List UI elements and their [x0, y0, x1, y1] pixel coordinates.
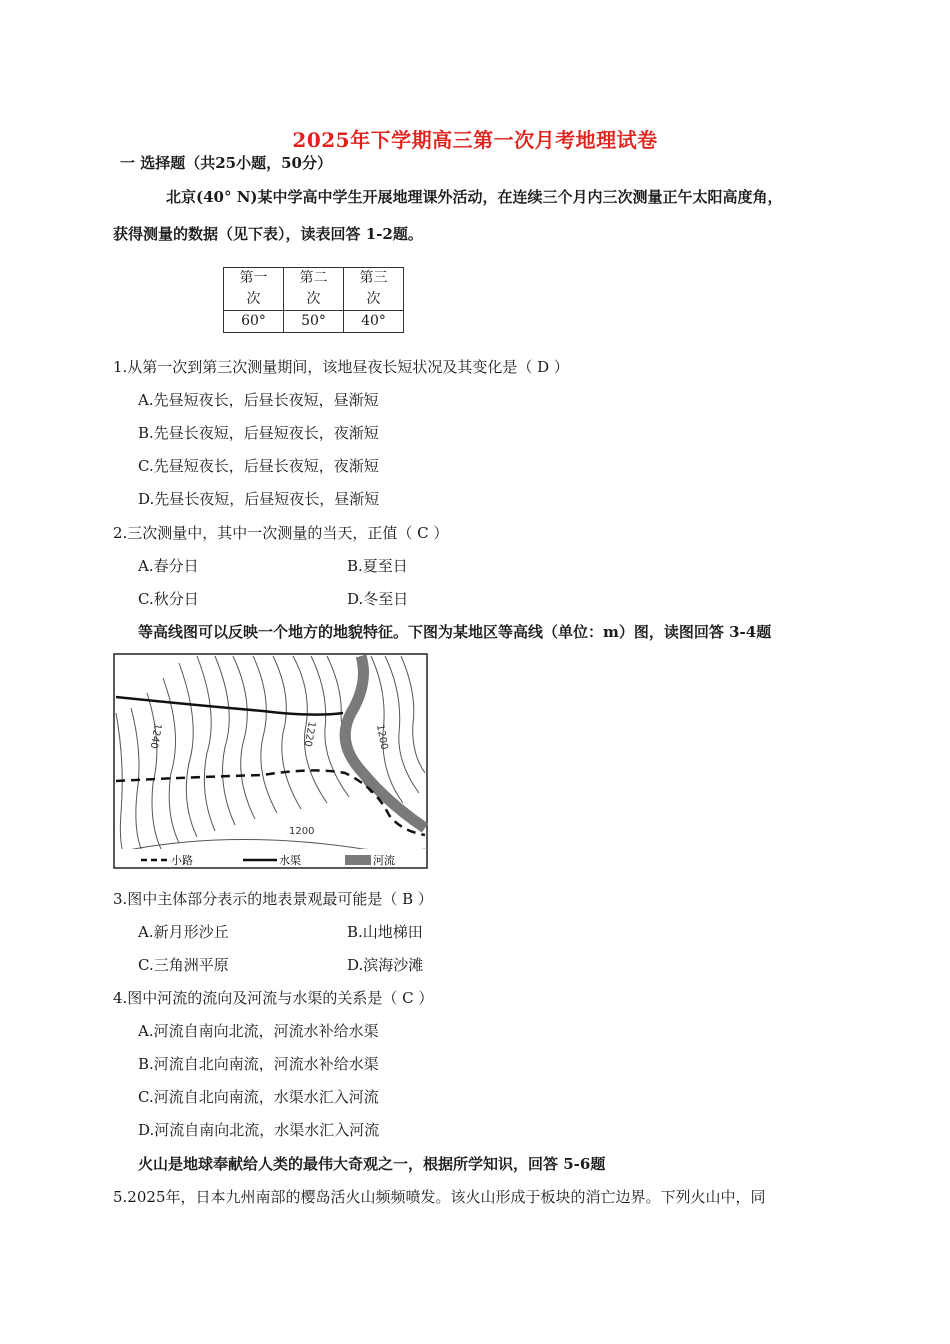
question-1-option-b: B.先昼长夜短，后昼短夜长，夜渐短 — [138, 424, 379, 442]
question-2-option-b: B.夏至日 — [347, 557, 408, 575]
question-1-stem: 1.从第一次到第三次测量期间，该地昼夜长短状况及其变化是（ D ） — [113, 358, 569, 376]
table-header-cell: 第一 次 — [224, 268, 284, 311]
question-3-option-c: C.三角洲平原 — [138, 956, 229, 974]
question-4-option-b: B.河流自北向南流，河流水补给水渠 — [138, 1055, 379, 1073]
question-2-option-d: D.冬至日 — [347, 590, 409, 608]
question-2-option-c: C.秋分日 — [138, 590, 199, 608]
table-header-cell: 第二 次 — [284, 268, 344, 311]
contour-label: 1240 — [147, 722, 163, 750]
contour-label: 1200 — [289, 826, 315, 837]
legend-path-label: 小路 — [171, 854, 193, 867]
question-4-option-d: D.河流自南向北流，水渠水汇入河流 — [138, 1121, 380, 1139]
question-4-stem: 4.图中河流的流向及河流与水渠的关系是（ C ） — [113, 989, 434, 1007]
intro-3: 火山是地球奉献给人类的最伟大奇观之一，根据所学知识，回答 5-6题 — [138, 1155, 606, 1173]
section-heading: 一 选择题（共25小题，50分） — [120, 154, 332, 172]
table-header-cell: 第三 次 — [344, 268, 404, 311]
contour-map — [113, 653, 429, 873]
table-cell: 50° — [284, 311, 344, 333]
legend-river-label: 河流 — [373, 854, 395, 867]
question-3-option-a: A.新月形沙丘 — [138, 923, 229, 941]
table-cell: 60° — [224, 311, 284, 333]
question-1-option-a: A.先昼短夜长，后昼长夜短，昼渐短 — [138, 391, 379, 409]
question-1-option-c: C.先昼短夜长，后昼长夜短，夜渐短 — [138, 457, 379, 475]
measurement-table — [223, 267, 404, 333]
question-3-option-b: B.山地梯田 — [347, 923, 423, 941]
question-5-stem: 5.2025年，日本九州南部的樱岛活火山频频喷发。该火山形成于板块的消亡边界。下列火山中，同 — [113, 1188, 766, 1206]
question-1-option-d: D.先昼长夜短，后昼短夜长，昼渐短 — [138, 490, 380, 508]
question-3-option-d: D.滨海沙滩 — [347, 956, 424, 974]
page-title: 2025年下学期高三第一次月考地理试卷 — [292, 128, 658, 152]
intro-1-line-2: 获得测量的数据（见下表），读表回答 1-2题。 — [113, 225, 423, 243]
question-2-stem: 2.三次测量中，其中一次测量的当天，正值（ C ） — [113, 524, 449, 542]
contour-label: 1200 — [374, 723, 390, 751]
question-3-stem: 3.图中主体部分表示的地表景观最可能是（ B ） — [113, 890, 433, 908]
legend-canal-label: 水渠 — [279, 854, 301, 867]
intro-2: 等高线图可以反映一个地方的地貌特征。下图为某地区等高线（单位：m）图，读图回答 3-4题 — [138, 623, 772, 641]
table-cell: 40° — [344, 311, 404, 333]
question-4-option-c: C.河流自北向南流，水渠水汇入河流 — [138, 1088, 379, 1106]
question-4-option-a: A.河流自南向北流，河流水补给水渠 — [138, 1022, 379, 1040]
contour-label: 1220 — [301, 720, 317, 748]
intro-1-line-1: 北京(40° N)某中学高中学生开展地理课外活动，在连续三个月内三次测量正午太阳高度角， — [166, 188, 783, 206]
question-2-option-a: A.春分日 — [138, 557, 199, 575]
